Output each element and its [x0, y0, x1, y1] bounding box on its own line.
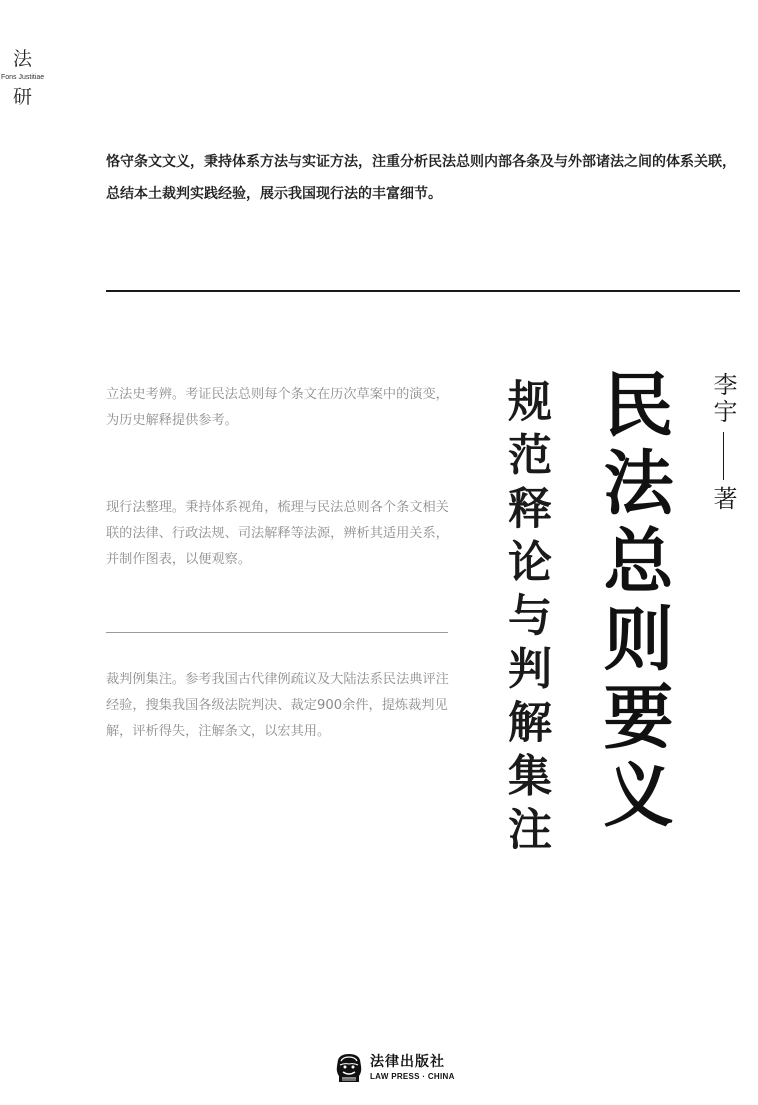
- author-name: 李宇: [709, 372, 737, 426]
- book-subtitle: 规范释论与判解集注: [500, 378, 551, 860]
- publisher-name-cn: 法律出版社: [370, 1054, 445, 1070]
- series-latin: Fons Justitiae: [1, 74, 45, 81]
- publisher-name-en: LAW PRESS · CHINA: [370, 1072, 455, 1081]
- feature-current-law: 现行法整理。秉持体系视角，梳理与民法总则各个条文相关联的法律、行政法规、司法解释等法源，辨析其适用关系，并制作图表，以便观察。: [106, 500, 449, 567]
- feature-case-annotation: 裁判例集注。参考我国古代律例疏议及大陆法系民法典评注经验，搜集我国各级法院判决、裁定900余件，提炼裁判见解，评析得失，注解条文，以宏其用。: [106, 672, 449, 739]
- tagline: 恪守条文文义，秉持体系方法与实证方法，注重分析民法总则内部各条及与外部诸法之间的体系关联，总结本土裁判实践经验，展示我国现行法的丰富细节。: [106, 154, 736, 202]
- author-dash: [723, 432, 724, 480]
- series-char-top: 法: [13, 48, 33, 70]
- series-mark: [1, 48, 54, 108]
- author-role: 著: [709, 486, 737, 510]
- publisher-text: [370, 1054, 455, 1082]
- feature-legislative-history: 立法史考辨。考证民法总则每个条文在历次草案中的演变，为历史解释提供参考。: [106, 387, 449, 428]
- book-title: 民法总则要义: [592, 368, 675, 836]
- divider-top: [106, 290, 740, 292]
- publisher: [334, 1050, 455, 1086]
- divider-middle: [106, 632, 448, 633]
- series-char-bottom: 研: [13, 86, 33, 108]
- author-block: [706, 372, 746, 510]
- lion-emblem-icon: [334, 1052, 364, 1084]
